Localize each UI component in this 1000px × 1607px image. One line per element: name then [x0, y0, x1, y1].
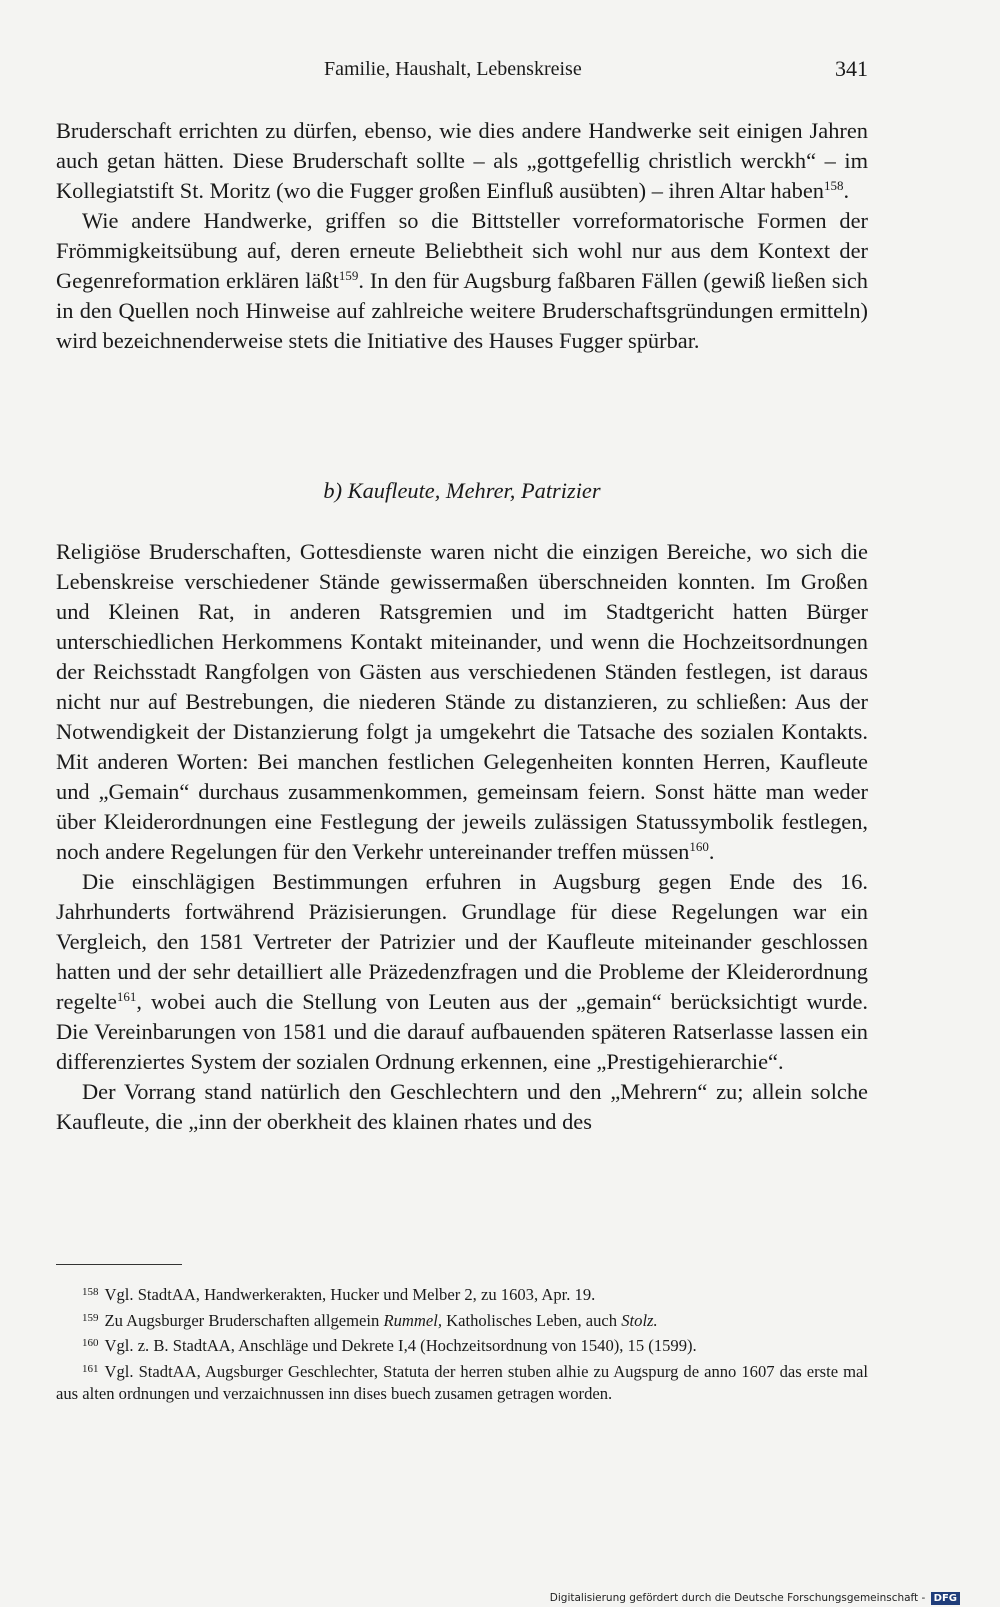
- paragraph: Die einschlägigen Bestimmungen erfuhren in Augsburg gegen Ende des 16. Jahrhunderts fortwährend Präzisierungen. Grundlage für diese Regelungen war ein Vergleich, den 1581 Vertreter der Patrizier und der Kaufleute miteinander geschlossen hatten und der sehr detailliert alle Präzedenzfragen und die Probleme der Kleiderordnung regelte$^{161}$, wobei auch die Stellung von Leuten aus der „gemain“ berücksichtigt wurde. Die Vereinbarungen von 1581 und die darauf aufbauenden späteren Ratserlasse lassen ein differenziertes System der sozialen Ordnung erkennen, eine „Prestigehierarchie“.: [56, 869, 868, 1074]
- footnote-text: Vgl. z. B. StadtAA, Anschläge und Dekrete I,4 (Hochzeitsordnung von 1540), 15 (1599).: [104, 1336, 697, 1355]
- paragraph: Wie andere Handwerke, griffen so die Bittsteller vorreformatorische Formen der Frömmigkeitsübung auf, deren erneute Beliebtheit sich wohl nur aus dem Kontext der Gegenreformation erklären läßt$^{159}$. In den für Augsburg faßbaren Fällen (gewiß ließen sich in den Quellen noch Hinweise auf zahlreiche weitere Bruderschaftsgründungen ermitteln) wird bezeichnenderweise stets die Initiative des Hauses Fugger spürbar.: [56, 208, 868, 353]
- footnote-161: [56, 1358, 868, 1406]
- digitization-credit: [550, 1592, 960, 1605]
- footnote-ref[interactable]: 161: [116, 989, 137, 1004]
- footnote-text: Zu Augsburger Bruderschaften allgemein: [104, 1310, 384, 1330]
- section-heading: b) Kaufleute, Mehrer, Patrizier: [323, 478, 601, 503]
- footnote-160: [56, 1332, 868, 1358]
- footnote-ref[interactable]: 160: [689, 839, 709, 854]
- footnote-text: Stolz.: [621, 1310, 658, 1330]
- footnote-divider: [56, 1264, 182, 1265]
- footnote-text: Rummel,: [383, 1310, 442, 1330]
- footnote-number: 158: [82, 1286, 99, 1298]
- running-head: [56, 58, 868, 88]
- footnote-ref[interactable]: 158: [823, 178, 844, 193]
- dfg-logo: DFG: [931, 1592, 960, 1605]
- body-text-section: [56, 537, 868, 1137]
- footnote-158: [56, 1281, 868, 1307]
- credit-text: Digitalisierung gefördert durch die Deutsche Forschungsgemeinschaft -: [549, 1592, 926, 1604]
- paragraph: Religiöse Bruderschaften, Gottesdienste waren nicht die einzigen Bereiche, wo sich die Lebenskreise verschiedener Stände gewissermaßen überschneiden konnten. Im Großen und Kleinen Rat, in anderen Ratsgremien und im Stadtgericht hatten Bürger unterschiedlichen Herkommens Kontakt miteinander, und wenn die Hochzeitsordnungen der Reichsstadt Rangfolgen von Gästen aus verschiedenen Ständen festlegen, ist daraus nicht nur auf Bestrebungen, die niederen Stände zu distanzieren, zu schließen: Aus der Notwendigkeit der Distanzierung folgt ja umgekehrt die Tatsache des sozialen Kontakts. Mit anderen Worten: Bei manchen festlichen Gelegenheiten konnten Herren, Kaufleute und „Gemain“ durchaus zusammenkommen, gemeinsam feiern. Sonst hätte man weder über Kleiderordnungen eine Festlegung der jeweils zulässigen Statussymbolik festlegen, noch andere Regelungen für den Verkehr untereinander treffen müssen$^{160}$.: [56, 539, 868, 864]
- running-title: Familie, Haushalt, Lebenskreise: [324, 58, 582, 80]
- page-number: 341: [835, 56, 868, 81]
- footnote-number: 160: [82, 1337, 99, 1349]
- footnote-number: 161: [82, 1362, 99, 1375]
- footnotes: [56, 1281, 868, 1406]
- footnote-number: 159: [82, 1311, 99, 1324]
- footnote-text: Vgl. StadtAA, Handwerkerakten, Hucker und Melber 2, zu 1603, Apr. 19.: [104, 1285, 596, 1304]
- footnote-159: [56, 1307, 868, 1333]
- paragraph: Der Vorrang stand natürlich den Geschlechtern und den „Mehrern“ zu; allein solche Kaufleute, die „inn der oberkheit des klainen rhates und des: [56, 1079, 868, 1134]
- footnote-ref[interactable]: 159: [338, 268, 359, 283]
- body-text-top: [56, 116, 868, 356]
- footnote-text: Vgl. StadtAA, Augsburger Geschlechter, Statuta der herren stuben alhie zu Augspurg de anno 1607 das erste mal aus alten ordnungen und verzaichnussen inn dises buech zusamen getragen worden.: [56, 1361, 868, 1403]
- footnote-text: Katholisches Leben, auch: [441, 1310, 622, 1330]
- paragraph: Bruderschaft errichten zu dürfen, ebenso, wie dies andere Handwerke seit einigen Jahren auch getan hätten. Diese Bruderschaft sollte – als „gottgefellig christlich werckh“ – im Kollegiatstift St. Moritz (wo die Fugger großen Einfluß ausübten) – ihren Altar haben$^{158}$.: [56, 118, 868, 203]
